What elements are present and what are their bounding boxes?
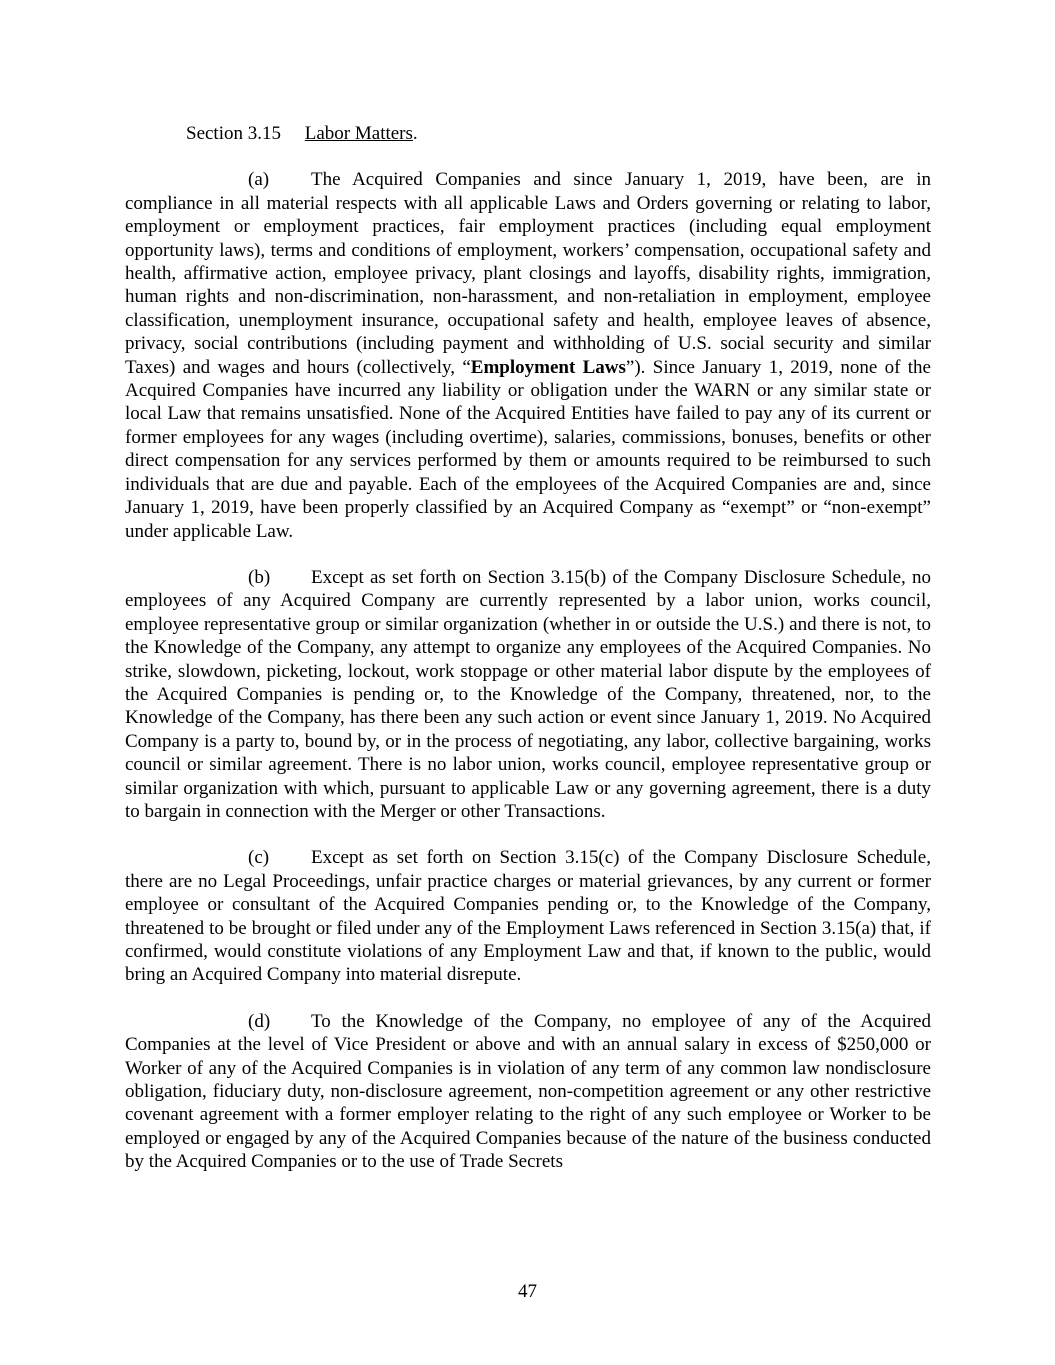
paragraph-text: ”). Since January 1, 2019, none of the Acquired Companies have incurred any liability or obligation under the WARN or any similar state or local Law that remains unsatisfied. None of the Acquired Entities have failed to pay any of its current or former employees for any wages (including overtime), salaries, commissions, bonuses, benefits or other direct compensation for any services performed by them or amounts required to be reimbursed to such individuals that are due and payable. Each of the employees of the Acquired Companies are and, since January 1, 2019, have been properly classified by an Acquired Company as “exempt” or “non-exempt” under applicable Law.	[125, 356, 931, 542]
page-number: 47	[518, 1281, 537, 1302]
defined-term: Employment Laws	[470, 356, 626, 378]
paragraph-d	[125, 1010, 931, 1174]
paragraph-label: (b)	[248, 566, 271, 588]
paragraph-c	[125, 846, 931, 986]
paragraph-label: (c)	[248, 847, 270, 869]
section-number: Section 3.15	[186, 123, 281, 144]
paragraph-text: The Acquired Companies and since January 1, 2019, have been, are in compliance in all material respects with all applicable Laws and Orders governing or relating to labor, employment or employment practices, fair employment practices (including equal employment opportunity laws), terms and conditions of employment, workers’ compensation, occupational safety and health, affirmative action, employee privacy, plant closings and layoffs, disability rights, immigration, human rights and non-discrimination, non-harassment, and non-retaliation in employment, employee classification, unemployment insurance, occupational safety and health, employee leaves of absence, privacy, social contributions (including payment and withholding of U.S. social security and similar Taxes) and wages and hours (collectively, “	[125, 169, 931, 378]
paragraph-a	[125, 168, 931, 543]
paragraph-b	[125, 566, 931, 823]
paragraph-label: (a)	[248, 169, 270, 191]
section-title-suffix: .	[412, 123, 418, 144]
section-heading	[125, 122, 931, 145]
document-page	[125, 122, 931, 1197]
section-title: Labor Matters	[304, 123, 413, 144]
paragraph-text: Except as set forth on Section 3.15(c) of the Company Disclosure Schedule, there are no Legal Proceedings, unfair practice charges or material grievances, by any current or former employee or consultant of the Acquired Companies pending or, to the Knowledge of the Company, threatened to be brought or filed under any of the Employment Laws referenced in Section 3.15(a) that, if confirmed, would constitute violations of any Employment Law and that, if known to the public, would bring an Acquired Company into material disrepute.	[125, 847, 931, 986]
paragraph-text: Except as set forth on Section 3.15(b) of the Company Disclosure Schedule, no employees of any Acquired Company are currently represented by a labor union, works council, employee representative group or similar organization (whether in or outside the U.S.) and there is not, to the Knowledge of the Company, any attempt to organize any employees of the Acquired Companies. No strike, slowdown, picketing, lockout, work stoppage or other material labor dispute by the employees of the Acquired Companies is pending or, to the Knowledge of the Company, threatened, nor, to the Knowledge of the Company, has there been any such action or event since January 1, 2019. No Acquired Company is a party to, bound by, or in the process of negotiating, any labor, collective bargaining, works council or similar agreement. There is no labor union, works council, employee representative group or similar organization with which, pursuant to applicable Law or any governing agreement, there is a duty to bargain in connection with the Merger or other Transactions.	[125, 566, 931, 822]
paragraph-label: (d)	[248, 1010, 271, 1032]
paragraph-text: To the Knowledge of the Company, no employee of any of the Acquired Companies at the level of Vice President or above and with an annual salary in excess of $250,000 or Worker of any of the Acquired Companies is in violation of any term of any common law nondisclosure obligation, fiduciary duty, non-disclosure agreement, non-competition agreement or any other restrictive covenant agreement with a former employer relating to the right of any such employee or Worker to be employed or engaged by any of the Acquired Companies because of the nature of the business conducted by the Acquired Companies or to the use of Trade Secrets	[125, 1010, 931, 1173]
